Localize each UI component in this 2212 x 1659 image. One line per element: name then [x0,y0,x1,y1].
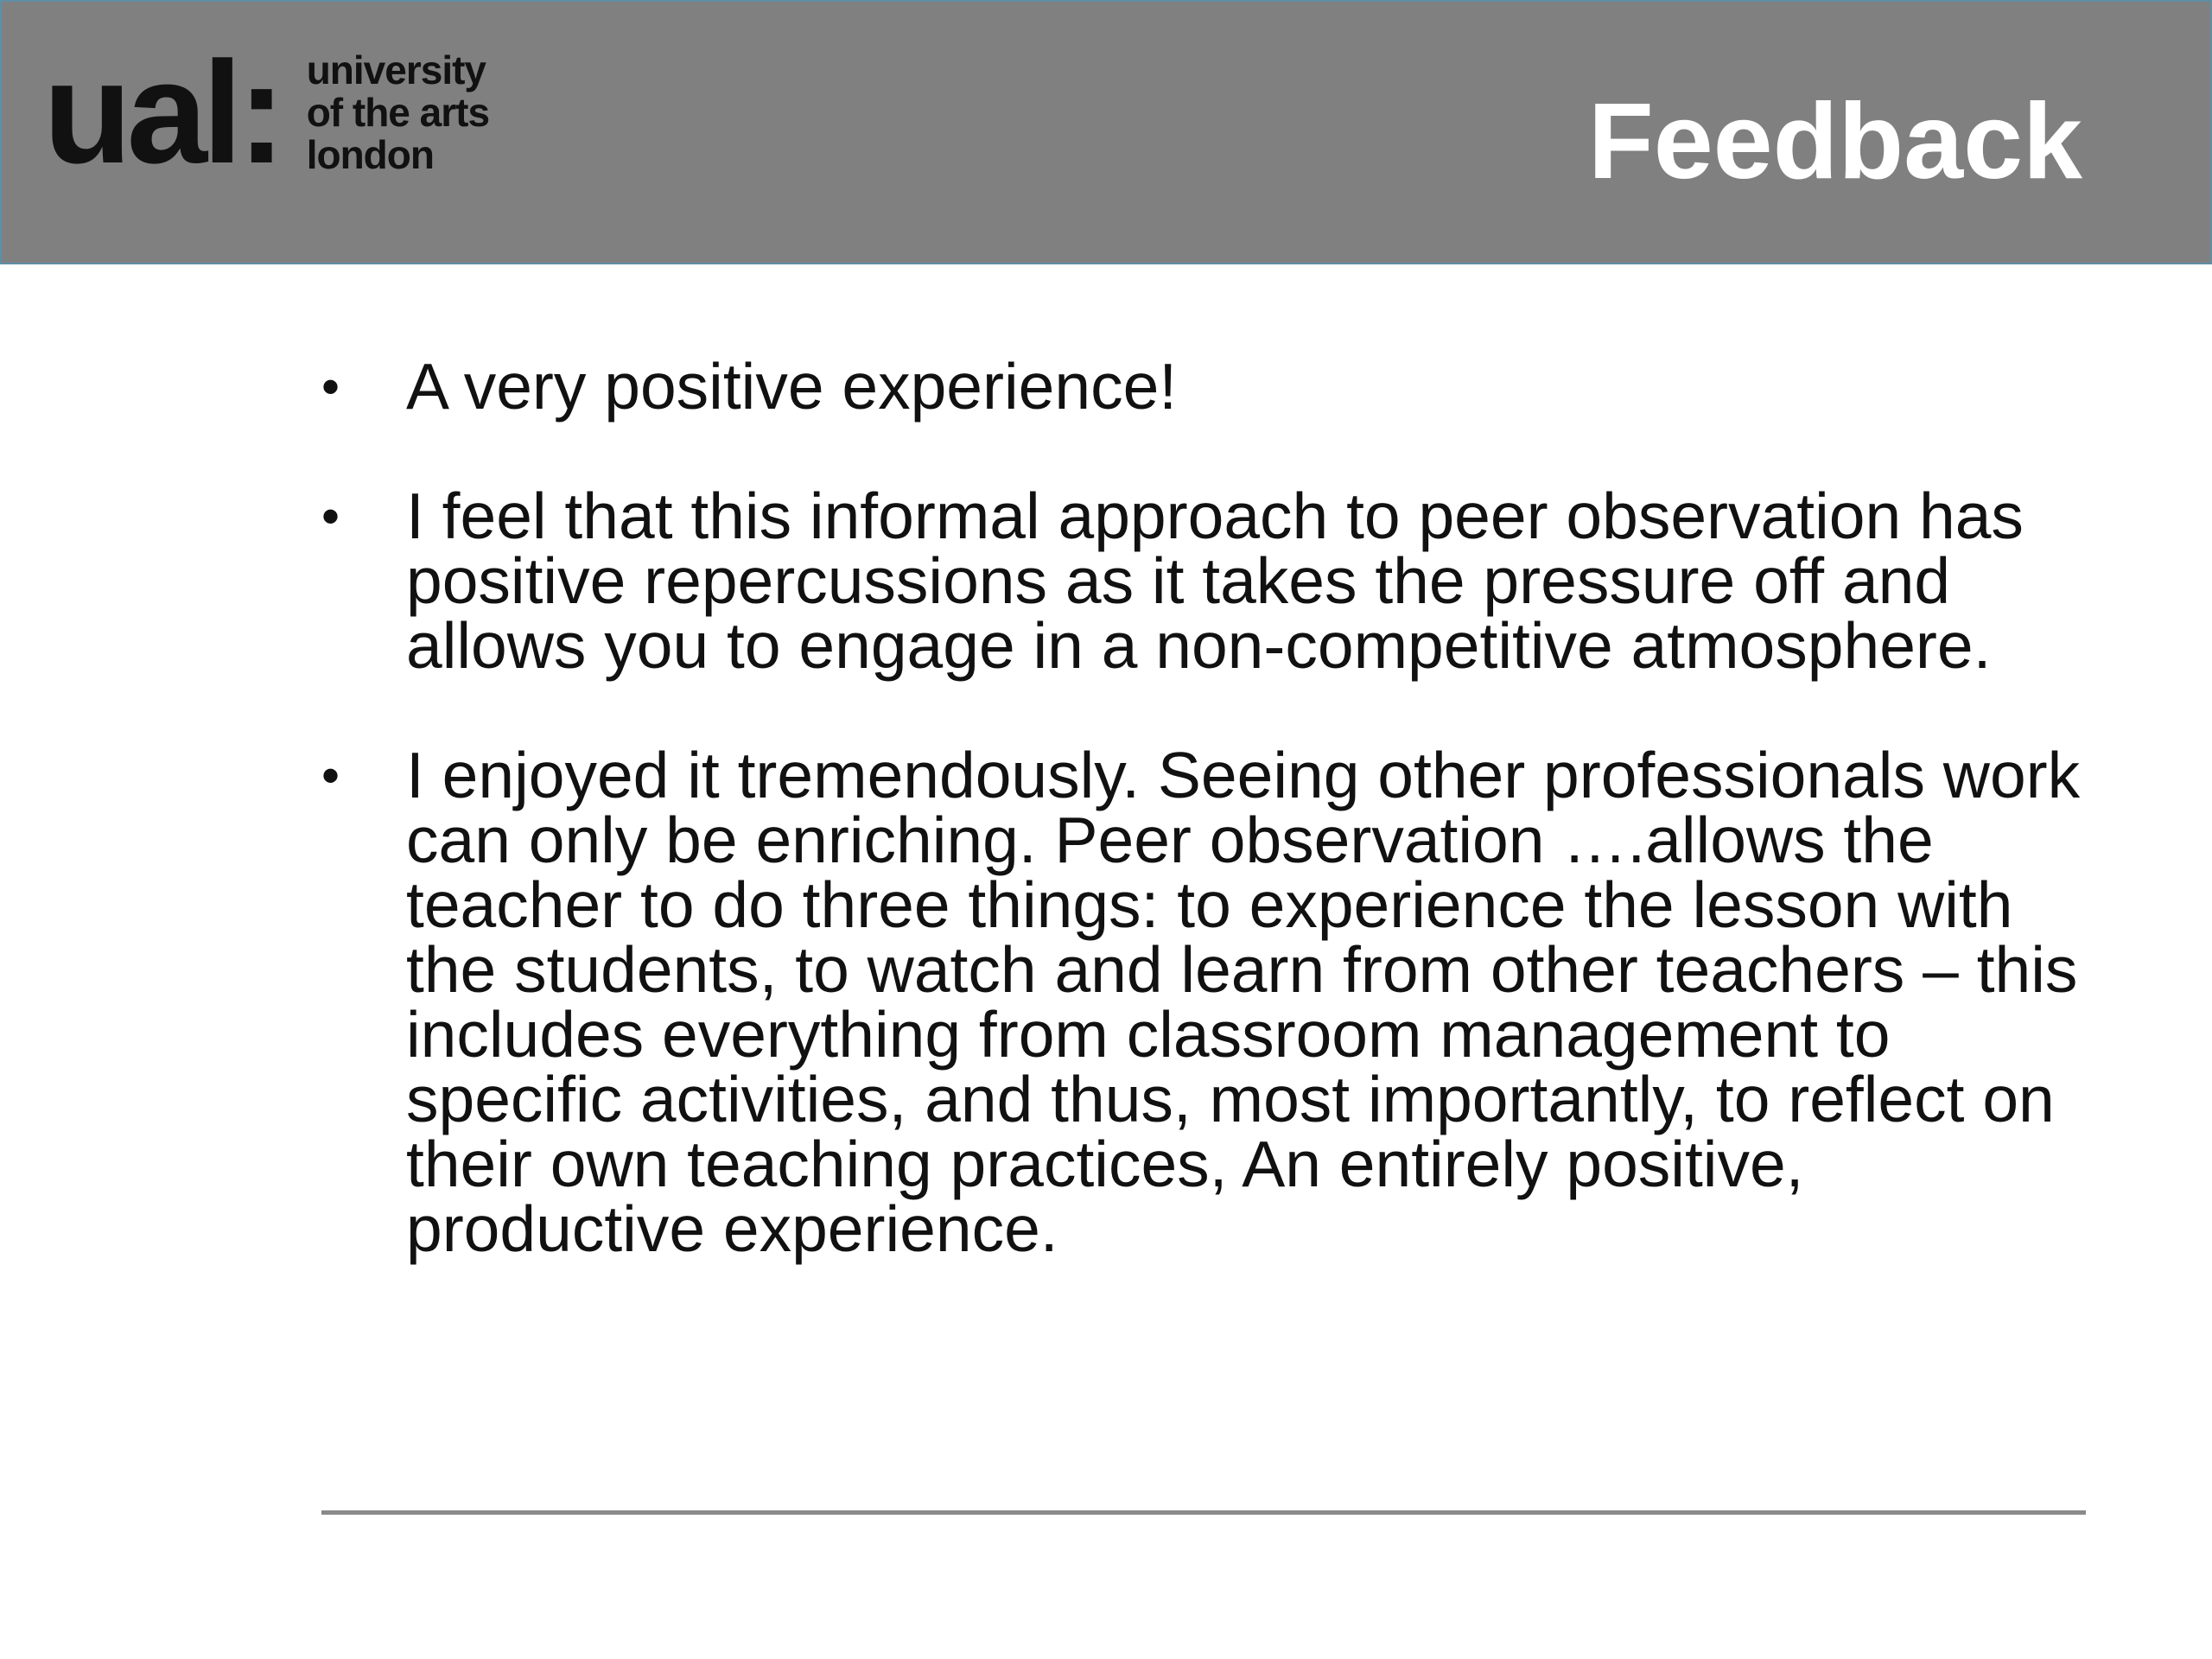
bullet-item [311,739,2108,1265]
bullet-marker: • [321,487,340,545]
bullet-marker: • [321,747,340,804]
bullet-text: A very positive experience! [406,350,1178,423]
footer-divider [321,1510,2086,1515]
slide-content [311,350,2108,1326]
logo-line-of-the-arts: of the arts [306,89,490,135]
bullet-item [311,480,2108,682]
bullet-text: I feel that this informal approach to peer observation has positive repercussions as it takes the pressure off and allows you to engage in a non-competitive atmosphere. [406,480,2024,682]
logo-wordmark [307,49,489,176]
bullet-item [311,350,2108,423]
logo-mark: ual: [43,31,281,194]
logo-line-university: university [306,47,486,92]
slide-header [0,0,2212,264]
ual-logo [43,31,490,194]
bullet-list [311,350,2108,1265]
bullet-text: I enjoyed it tremendously. Seeing other professionals work can only be enriching. Peer observation ….allows the teacher to do three things: to experience the lesson with the students, to watch and learn from other teachers – this includes everything from classroom management to specific activities, and thus, most importantly, to reflect on their own teaching practices, An entirely positive, productive experience. [406,739,2081,1265]
slide-title: Feedback [1587,82,2082,201]
logo-line-london: london [306,131,434,177]
bullet-marker: • [321,358,340,416]
